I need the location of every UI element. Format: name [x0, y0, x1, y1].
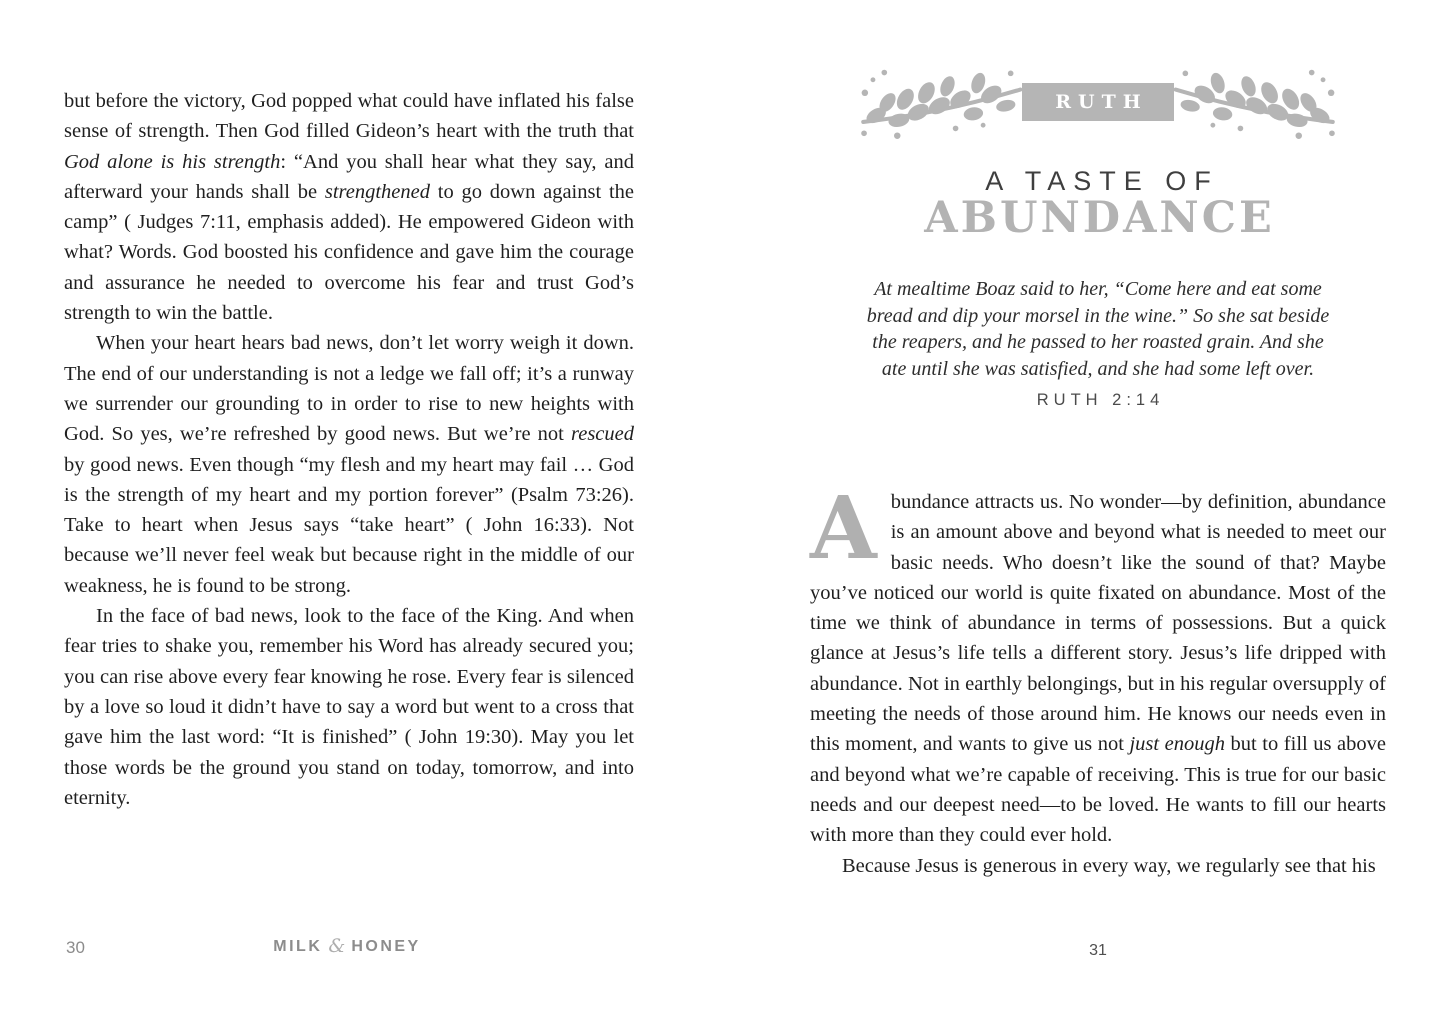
epigraph-line: ate until she was satisfied, and she had some left over. — [881, 357, 1315, 380]
logo-ampersand: & — [328, 935, 346, 957]
laurel-branch-right-icon — [1174, 65, 1336, 140]
left-paragraph-3: In the face of bad news, look to the face of the King. And when fear tries to shake you, remember his Word has already secured you; you can rise above every fear knowing he rose. Every fear is silenced by a love so loud it didn’t have to say a word but went to a cross that gave him the last word: “It is finished” ( John 19:30). May you let those words be the ground you stand on today, tomorrow, and into eternity. — [64, 605, 634, 809]
right-paragraph-1: Abundance attracts us. No wonder—by definition, abundance is an amount above and beyond what is needed to meet our basic needs. Who doesn’t like the sound of that? Maybe you’ve noticed our world is quite fixated on abundance. Most of the time we think of abundance in terms of possessions. But a quick glance at Jesus’s life tells a different story. Jesus’s life dripped with abundance. Not in earthly belongings, but in his regular oversupply of meeting the needs of those around him. He knows our needs even in this moment, and wants to give us not just enough but to fill us above and beyond what we’re capable of receiving. This is true for our basic needs and our deepest need—to be loved. He wants to fill our hearts with more than they could ever hold. — [810, 478, 1387, 847]
right-page-number: 31 — [1089, 942, 1107, 959]
chapter-title-line2: ABUNDANCE — [924, 193, 1275, 243]
left-paragraph-1: but before the victory, God popped what could have inflated his false sense of strength. Then God filled Gideon’s heart with the truth that God alone is his strength: “And you shall hear what they say, and afterward your hands shall be strengthened to go down against the camp” ( Judges 7:11, emphasis added). He empowered Gideon with what? Words. God boosted his confidence and gave him the courage and assurance he needed to overcome his fear and trust God’s strength to win the battle. — [64, 90, 634, 325]
laurel-branch-left-icon — [860, 65, 1022, 140]
epigraph-quote — [810, 276, 1386, 382]
epigraph-reference: RUTH 2:14 — [1036, 391, 1165, 409]
epigraph-line: At mealtime Boaz said to her, “Come here and eat some — [874, 278, 1322, 300]
chapter-banner — [1022, 83, 1174, 121]
logo-word-honey: HONEY — [351, 937, 421, 955]
chapter-banner-label: RUTH — [1055, 91, 1148, 113]
right-paragraph-2: Because Jesus is generous in every way, we regularly see that his — [842, 854, 1376, 877]
chapter-title-line1: A TASTE OF — [985, 166, 1219, 196]
left-page-text-column — [64, 86, 634, 813]
right-page-body — [810, 478, 1387, 881]
epigraph-line: bread and dip your morsel in the wine.” So she sat beside — [866, 304, 1330, 327]
drop-cap: A — [810, 478, 877, 579]
right-page-text-column — [810, 0, 1386, 1011]
left-paragraph-2: When your heart hears bad news, don’t let worry weigh it down. The end of our understanding is not a ledge we fall off; it’s a runway we surrender our grounding to in order to rise to new heights with God. So yes, we’re refreshed by good news. But we’re not rescued by good news. Even though “my flesh and my heart may fail … God is the strength of my heart and my portion forever” (Psalm 73:26). Take to heart when Jesus says “take heart” ( John 16:33). Not because we’ll never feel weak but because right in the middle of our weakness, he is found to be strong. — [64, 332, 634, 597]
epigraph-line: the reapers, and he passed to her roasted grain. And she — [872, 331, 1324, 353]
milk-and-honey-logo — [272, 937, 422, 956]
logo-word-milk: MILK — [273, 937, 323, 955]
chapter-ornament — [810, 63, 1386, 141]
left-page-number: 30 — [66, 938, 85, 957]
